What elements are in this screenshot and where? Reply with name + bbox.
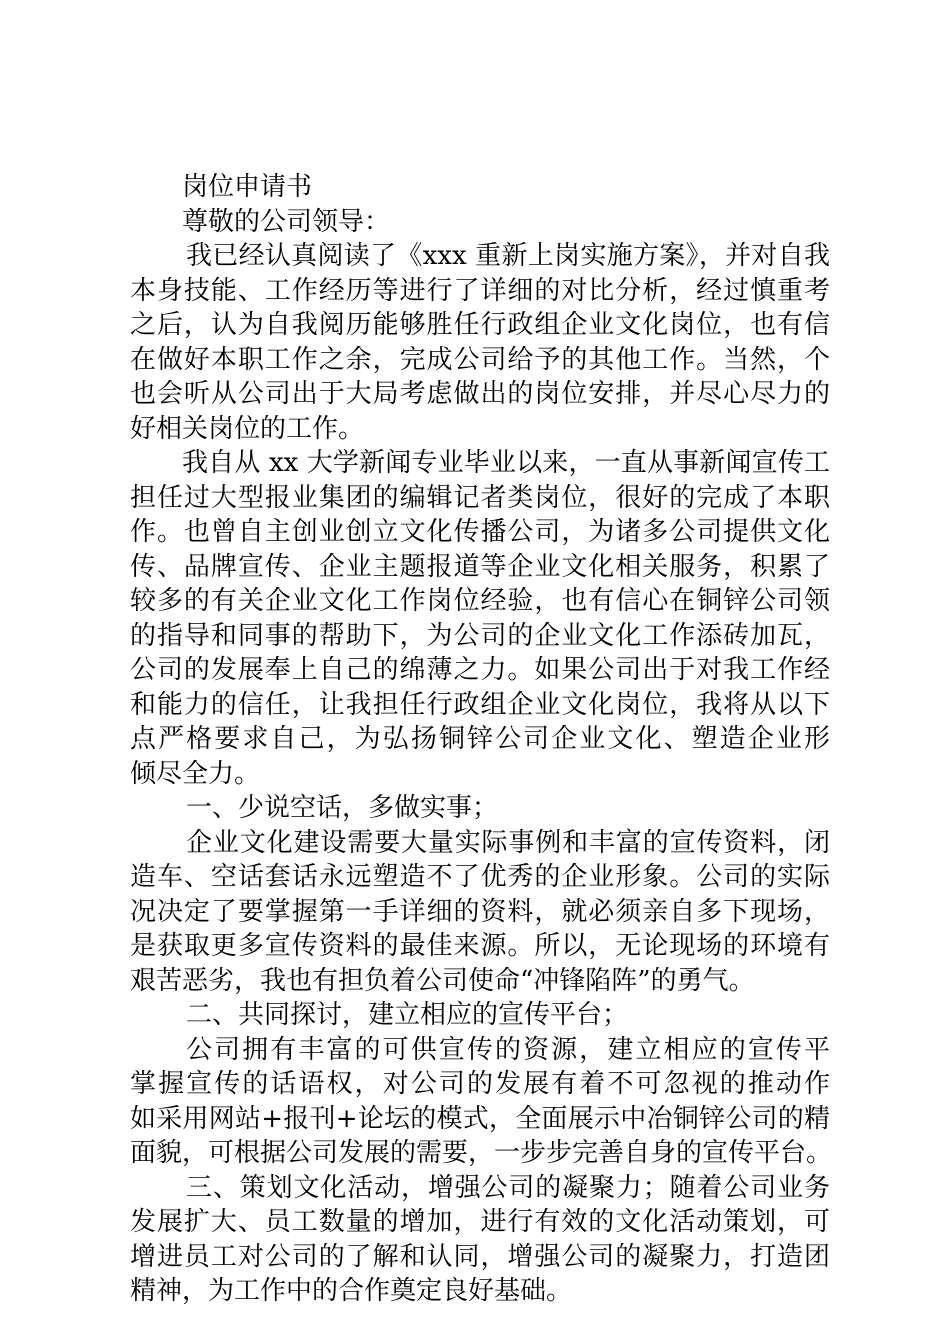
paragraph-line: 也会听从公司出于大局考虑做出的岗位安排，并尽心尽力的 <box>130 379 830 409</box>
paragraph-line: 艰苦恶劣，我也有担负着公司使命“冲锋陷阵”的勇气。 <box>130 965 755 996</box>
paragraph-line: 担任过大型报业集团的编辑记者类岗位，很好的完成了本职 <box>130 482 830 513</box>
section-heading: 三、策划文化活动，增强公司的凝聚力；随着公司业务 <box>186 1172 830 1203</box>
paragraph-line: 增进员工对公司的了解和认同，增强公司的凝聚力，打造团 <box>130 1241 830 1272</box>
paragraph-line: 是获取更多宣传资料的最佳来源。所以，无论现场的环境有 <box>130 931 830 961</box>
paragraph-line: 造车、空话套话永远塑造不了优秀的企业形象。公司的实际 <box>130 862 830 892</box>
section-heading: 一、少说空话，多做实事； <box>186 793 499 823</box>
paragraph-line: 本身技能、工作经历等进行了详细的对比分析，经过慎重考 <box>130 275 830 306</box>
paragraph-line: 公司的发展奉上自己的绵薄之力。如果公司出于对我工作经 <box>130 655 830 685</box>
paragraph-line: 况决定了要掌握第一手详细的资料，就必须亲自多下现场， <box>130 896 830 927</box>
paragraph-line: 我已经认真阅读了《xxx 重新上岗实施方案》，并对自我 <box>186 241 830 271</box>
paragraph-line: 公司拥有丰富的可供宣传的资源，建立相应的宣传平 <box>186 1034 830 1065</box>
section-heading: 二、共同探讨，建立相应的宣传平台； <box>186 1000 629 1030</box>
paragraph-line: 较多的有关企业文化工作岗位经验，也有信心在铜锌公司领 <box>130 586 830 616</box>
paragraph-line: 传、品牌宣传、企业主题报道等企业文化相关服务，积累了 <box>130 551 830 582</box>
paragraph-line: 我自从 xx 大学新闻专业毕业以来，一直从事新闻宣传工 <box>182 448 830 478</box>
paragraph-line: 之后，认为自我阅历能够胜任行政组企业文化岗位，也有信 <box>130 310 830 340</box>
document-title: 岗位申请书 <box>182 172 313 202</box>
paragraph-line: 在做好本职工作之余，完成公司给予的其他工作。当然，个 <box>130 344 830 375</box>
paragraph-line: 好相关岗位的工作。 <box>130 413 365 444</box>
paragraph-line: 发展扩大、员工数量的增加，进行有效的文化活动策划，可 <box>130 1207 830 1237</box>
paragraph-line: 和能力的信任，让我担任行政组企业文化岗位，我将从以下 <box>130 689 830 720</box>
paragraph-line: 掌握宣传的话语权，对公司的发展有着不可忽视的推动作 <box>130 1069 830 1099</box>
paragraph-line: 倾尽全力。 <box>130 758 261 789</box>
paragraph-line: 点严格要求自己，为弘扬铜锌公司企业文化、塑造企业形 <box>130 724 830 754</box>
document-body <box>130 170 833 1309</box>
paragraph-line: 面貌，可根据公司发展的需要，一步步完善自身的宣传平台。 <box>130 1138 833 1168</box>
paragraph-line: 作。也曾自主创业创立文化传播公司，为诸多公司提供文化 <box>130 517 830 547</box>
paragraph-line: 精神，为工作中的合作奠定良好基础。 <box>130 1276 573 1306</box>
salutation: 尊敬的公司领导： <box>182 206 391 237</box>
paragraph-line: 的指导和同事的帮助下，为公司的企业文化工作添砖加瓦， <box>130 620 830 651</box>
paragraph-line: 如采用网站+报刊+论坛的模式，全面展示中冶铜锌公司的精 <box>130 1103 830 1134</box>
paragraph-line: 企业文化建设需要大量实际事例和丰富的宣传资料，闭 <box>186 827 830 858</box>
